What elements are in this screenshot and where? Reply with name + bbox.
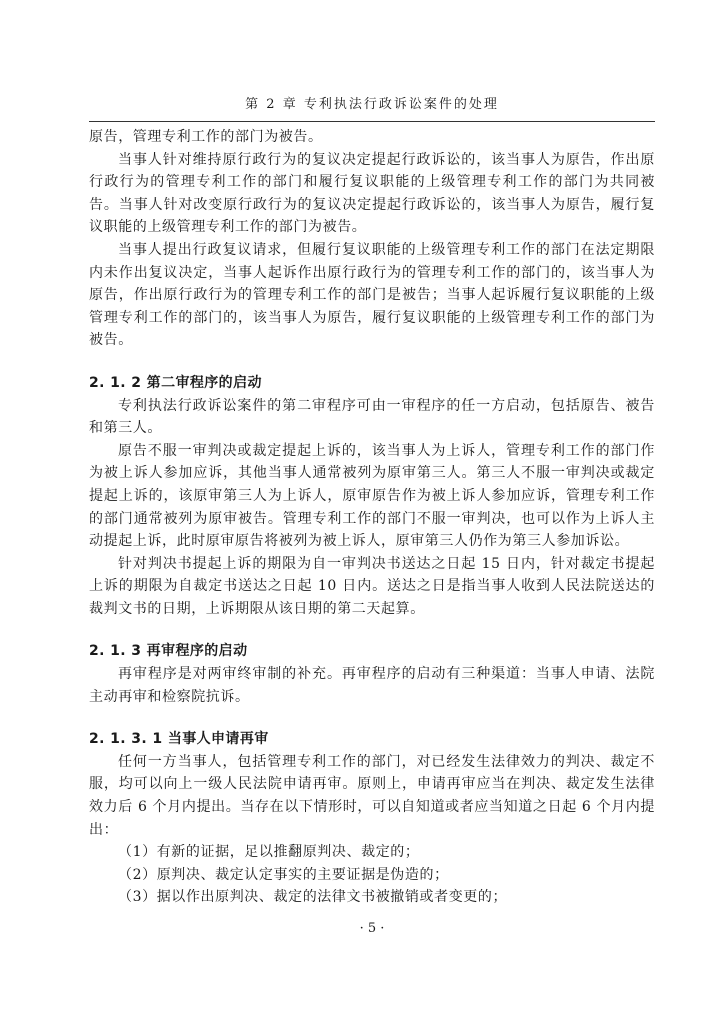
header-rule [89, 121, 655, 122]
paragraph-continuation: 原告，管理专利工作的部门为被告。 [89, 129, 323, 145]
body-text [89, 126, 655, 909]
paragraph: 任何一方当事人，包括管理专利工作的部门，对已经发生法律效力的判决、裁定不服，均可以向上一级人民法院申请再审。原则上，申请再审应当在判决、裁定发生法律效力后 6 个月内提出。当存在以下情形时，可以自知道或者应当知道之日起 6 个月内提出： [89, 753, 655, 838]
paragraph: 专利执法行政诉讼案件的第二审程序可由一审程序的任一方启动，包括原告、被告和第三人。 [89, 397, 655, 437]
list-item: （2）原判决、裁定认定事实的主要证据是伪造的； [118, 866, 449, 883]
paragraph: 针对判决书提起上诉的期限为自一审判决书送达之日起 15 日内，针对裁定书提起上诉的期限为自裁定书送达之日起 10 日内。送达之日是指当事人收到人民法院送达的裁判文书的日期，上诉期限从该日期的第二天起算。 [89, 555, 655, 617]
paragraph: 当事人提出行政复议请求，但履行复议职能的上级管理专利工作的部门在法定期限内未作出复议决定，当事人起诉作出原行政行为的管理专利工作的部门的，该当事人为原告，作出原行政行为的管理专利工作的部门是被告；当事人起诉履行复议职能的上级管理专利工作的部门的，该当事人为原告，履行复议职能的上级管理专利工作的部门为被告。 [89, 241, 655, 349]
section-heading-2-1-3: 2. 1. 3 再审程序的启动 [89, 643, 248, 660]
section-gap [89, 620, 655, 640]
section-heading-2-1-2: 2. 1. 2 第二审程序的启动 [89, 374, 262, 391]
page-number: · 5 · [359, 921, 385, 936]
paragraph: 当事人针对维持原行政行为的复议决定提起行政诉讼的，该当事人为原告，作出原行政行为的管理专利工作的部门和履行复议职能的上级管理专利工作的部门为共同被告。当事人针对改变原行政行为的复议决定提起行政诉讼的，该当事人为原告，履行复议职能的上级管理专利工作的部门为被告。 [89, 151, 655, 236]
paragraph: 原告不服一审判决或裁定提起上诉的，该当事人为上诉人，管理专利工作的部门作为被上诉人参加应诉，其他当事人通常被列为原审第三人。第三人不服一审判决或裁定提起上诉的，该原审第三人为上诉人，原审原告作为被上诉人参加应诉，管理专利工作的部门通常被列为原审被告。管理专利工作的部门不服一审判决，也可以作为上诉人主动提起上诉，此时原审原告将被列为被上诉人，原审第三人仍作为第三人参加诉讼。 [89, 442, 655, 550]
section-gap [89, 352, 655, 372]
section-heading-2-1-3-1: 2. 1. 3. 1 当事人申请再审 [89, 731, 269, 748]
list-item: （3）据以作出原判决、裁定的法律文书被撤销或者变更的； [118, 889, 508, 906]
section-gap [89, 708, 655, 728]
paragraph: 再审程序是对两审终审制的补充。再审程序的启动有三种渠道：当事人申请、法院主动再审和检察院抗诉。 [89, 666, 655, 705]
list-item: （1）有新的证据，足以推翻原判决、裁定的； [118, 844, 420, 861]
running-header: 第 2 章 专利执法行政诉讼案件的处理 [245, 97, 499, 112]
